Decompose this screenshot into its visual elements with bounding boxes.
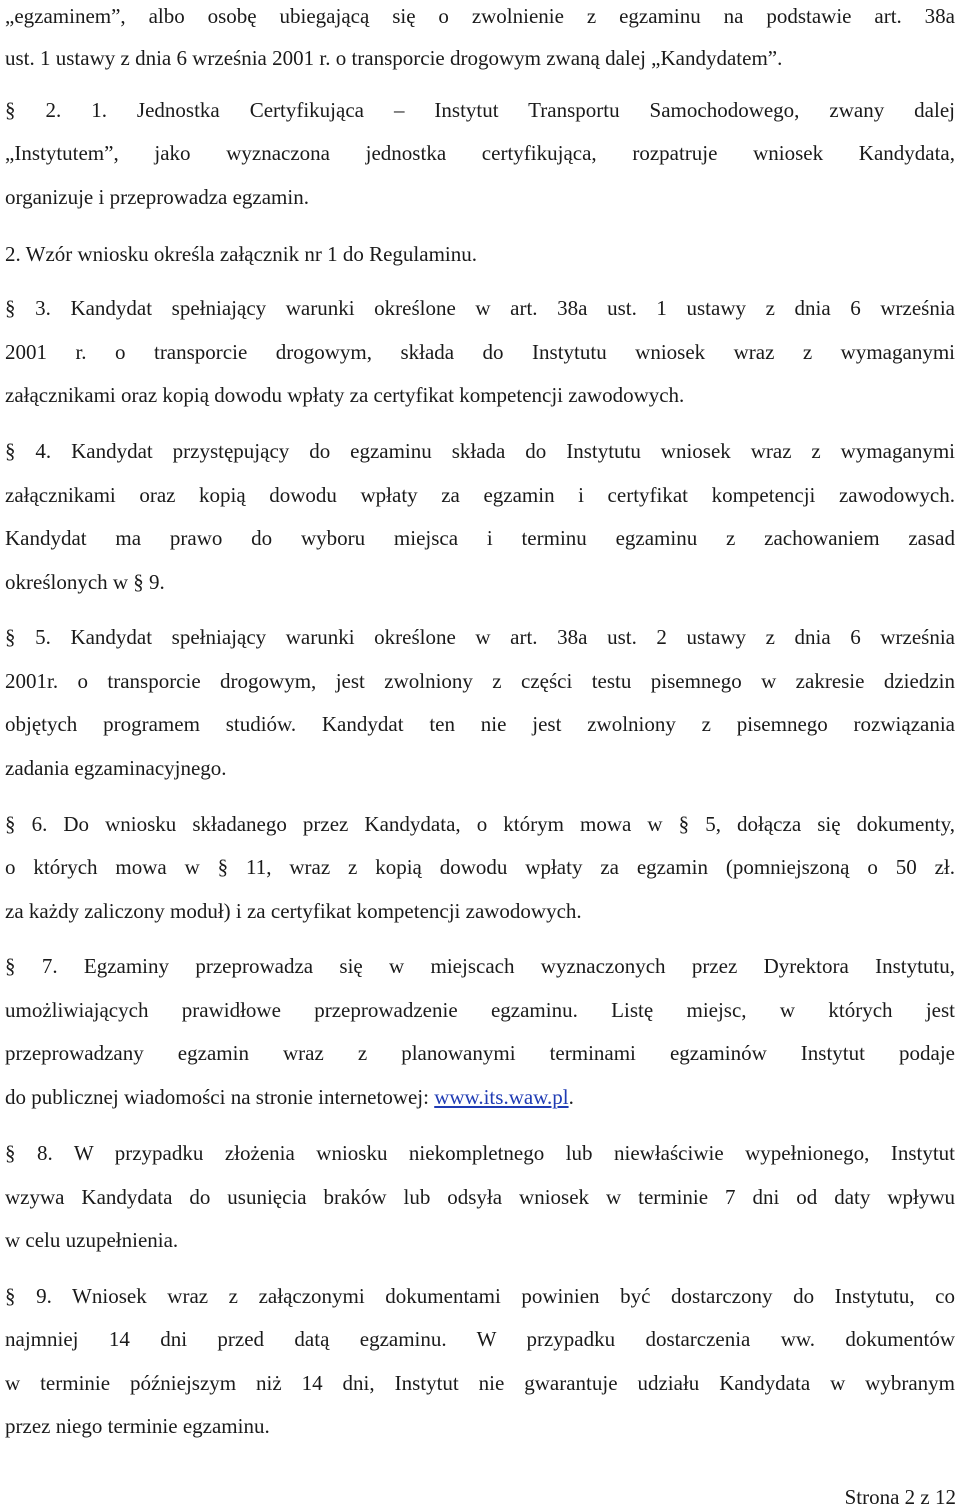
text-line: § 7. Egzaminy przeprowadza się w miejscach wyznaczonych przez Dyrektora Instytutu, bbox=[5, 954, 955, 978]
text-line: § 3. Kandydat spełniający warunki określone w art. 38a ust. 1 ustawy z dnia 6 września bbox=[5, 296, 955, 320]
text-line: organizuje i przeprowadza egzamin. bbox=[5, 185, 309, 209]
text-line: zadania egzaminacyjnego. bbox=[5, 756, 227, 780]
text-line: najmniej 14 dni przed datą egzaminu. W przypadku dostarczenia ww. dokumentów bbox=[5, 1327, 955, 1351]
text-line: „egzaminem”, albo osobę ubiegającą się o zwolnienie z egzaminu na podstawie art. 38a bbox=[5, 4, 955, 28]
text-line: za każdy zaliczony moduł) i za certyfikat kompetencji zawodowych. bbox=[5, 899, 582, 923]
text-line: ust. 1 ustawy z dnia 6 września 2001 r. o transporcie drogowym zwaną dalej „Kandydatem”. bbox=[5, 46, 783, 70]
text-line: umożliwiających prawidłowe przeprowadzenie egzaminu. Listę miejsc, w których jest bbox=[5, 998, 955, 1022]
text-line: § 5. Kandydat spełniający warunki określone w art. 38a ust. 2 ustawy z dnia 6 września bbox=[5, 625, 955, 649]
text-line: przeprowadzany egzamin wraz z planowanymi terminami egzaminów Instytut podaje bbox=[5, 1041, 955, 1065]
text-line: 2001 r. o transporcie drogowym, składa do Instytutu wniosek wraz z wymaganymi bbox=[5, 340, 955, 364]
text-segment: do publicznej wiadomości na stronie internetowej: bbox=[5, 1085, 435, 1109]
text-line: w celu uzupełnienia. bbox=[5, 1228, 179, 1252]
text-line: o których mowa w § 11, wraz z kopią dowodu wpłaty za egzamin (pomniejszoną o 50 zł. bbox=[5, 855, 955, 879]
text-line-with-link bbox=[5, 1087, 955, 1108]
text-line: 2. Wzór wniosku określa załącznik nr 1 do Regulaminu. bbox=[5, 242, 477, 266]
page-number-footer: Strona 2 z 12 bbox=[844, 1485, 956, 1509]
text-line: w terminie późniejszym niż 14 dni, Instytut nie gwarantuje udziału Kandydata w wybranym bbox=[5, 1371, 955, 1395]
text-line: Kandydat ma prawo do wyboru miejsca i terminu egzaminu z zachowaniem zasad bbox=[5, 526, 955, 550]
text-line: § 6. Do wniosku składanego przez Kandydata, o którym mowa w § 5, dołącza się dokumenty, bbox=[5, 812, 955, 836]
text-line: załącznikami oraz kopią dowodu wpłaty za certyfikat kompetencji zawodowych. bbox=[5, 383, 685, 407]
text-line: objętych programem studiów. Kandydat ten nie jest zwolniony z pisemnego rozwiązania bbox=[5, 712, 955, 736]
text-line: wzywa Kandydata do usunięcia braków lub odsyła wniosek w terminie 7 dni od daty wpływu bbox=[5, 1185, 955, 1209]
text-line: „Instytutem”, jako wyznaczona jednostka certyfikująca, rozpatruje wniosek Kandydata, bbox=[5, 141, 955, 165]
text-segment: . bbox=[568, 1085, 574, 1109]
text-line: § 9. Wniosek wraz z załączonymi dokumentami powinien być dostarczony do Instytutu, co bbox=[5, 1284, 955, 1308]
website-link[interactable]: www.its.waw.pl bbox=[434, 1085, 569, 1109]
text-line: § 8. W przypadku złożenia wniosku niekompletnego lub niewłaściwie wypełnionego, Instytut bbox=[5, 1141, 955, 1165]
text-line: 2001r. o transporcie drogowym, jest zwolniony z części testu pisemnego w zakresie dziedzin bbox=[5, 669, 955, 693]
text-line: określonych w § 9. bbox=[5, 570, 165, 594]
text-line: przez niego terminie egzaminu. bbox=[5, 1414, 270, 1438]
text-line: § 4. Kandydat przystępujący do egzaminu składa do Instytutu wniosek wraz z wymaganymi bbox=[5, 439, 955, 463]
text-line: § 2. 1. Jednostka Certyfikująca – Instytut Transportu Samochodowego, zwany dalej bbox=[5, 98, 955, 122]
text-line: załącznikami oraz kopią dowodu wpłaty za egzamin i certyfikat kompetencji zawodowych. bbox=[5, 483, 955, 507]
